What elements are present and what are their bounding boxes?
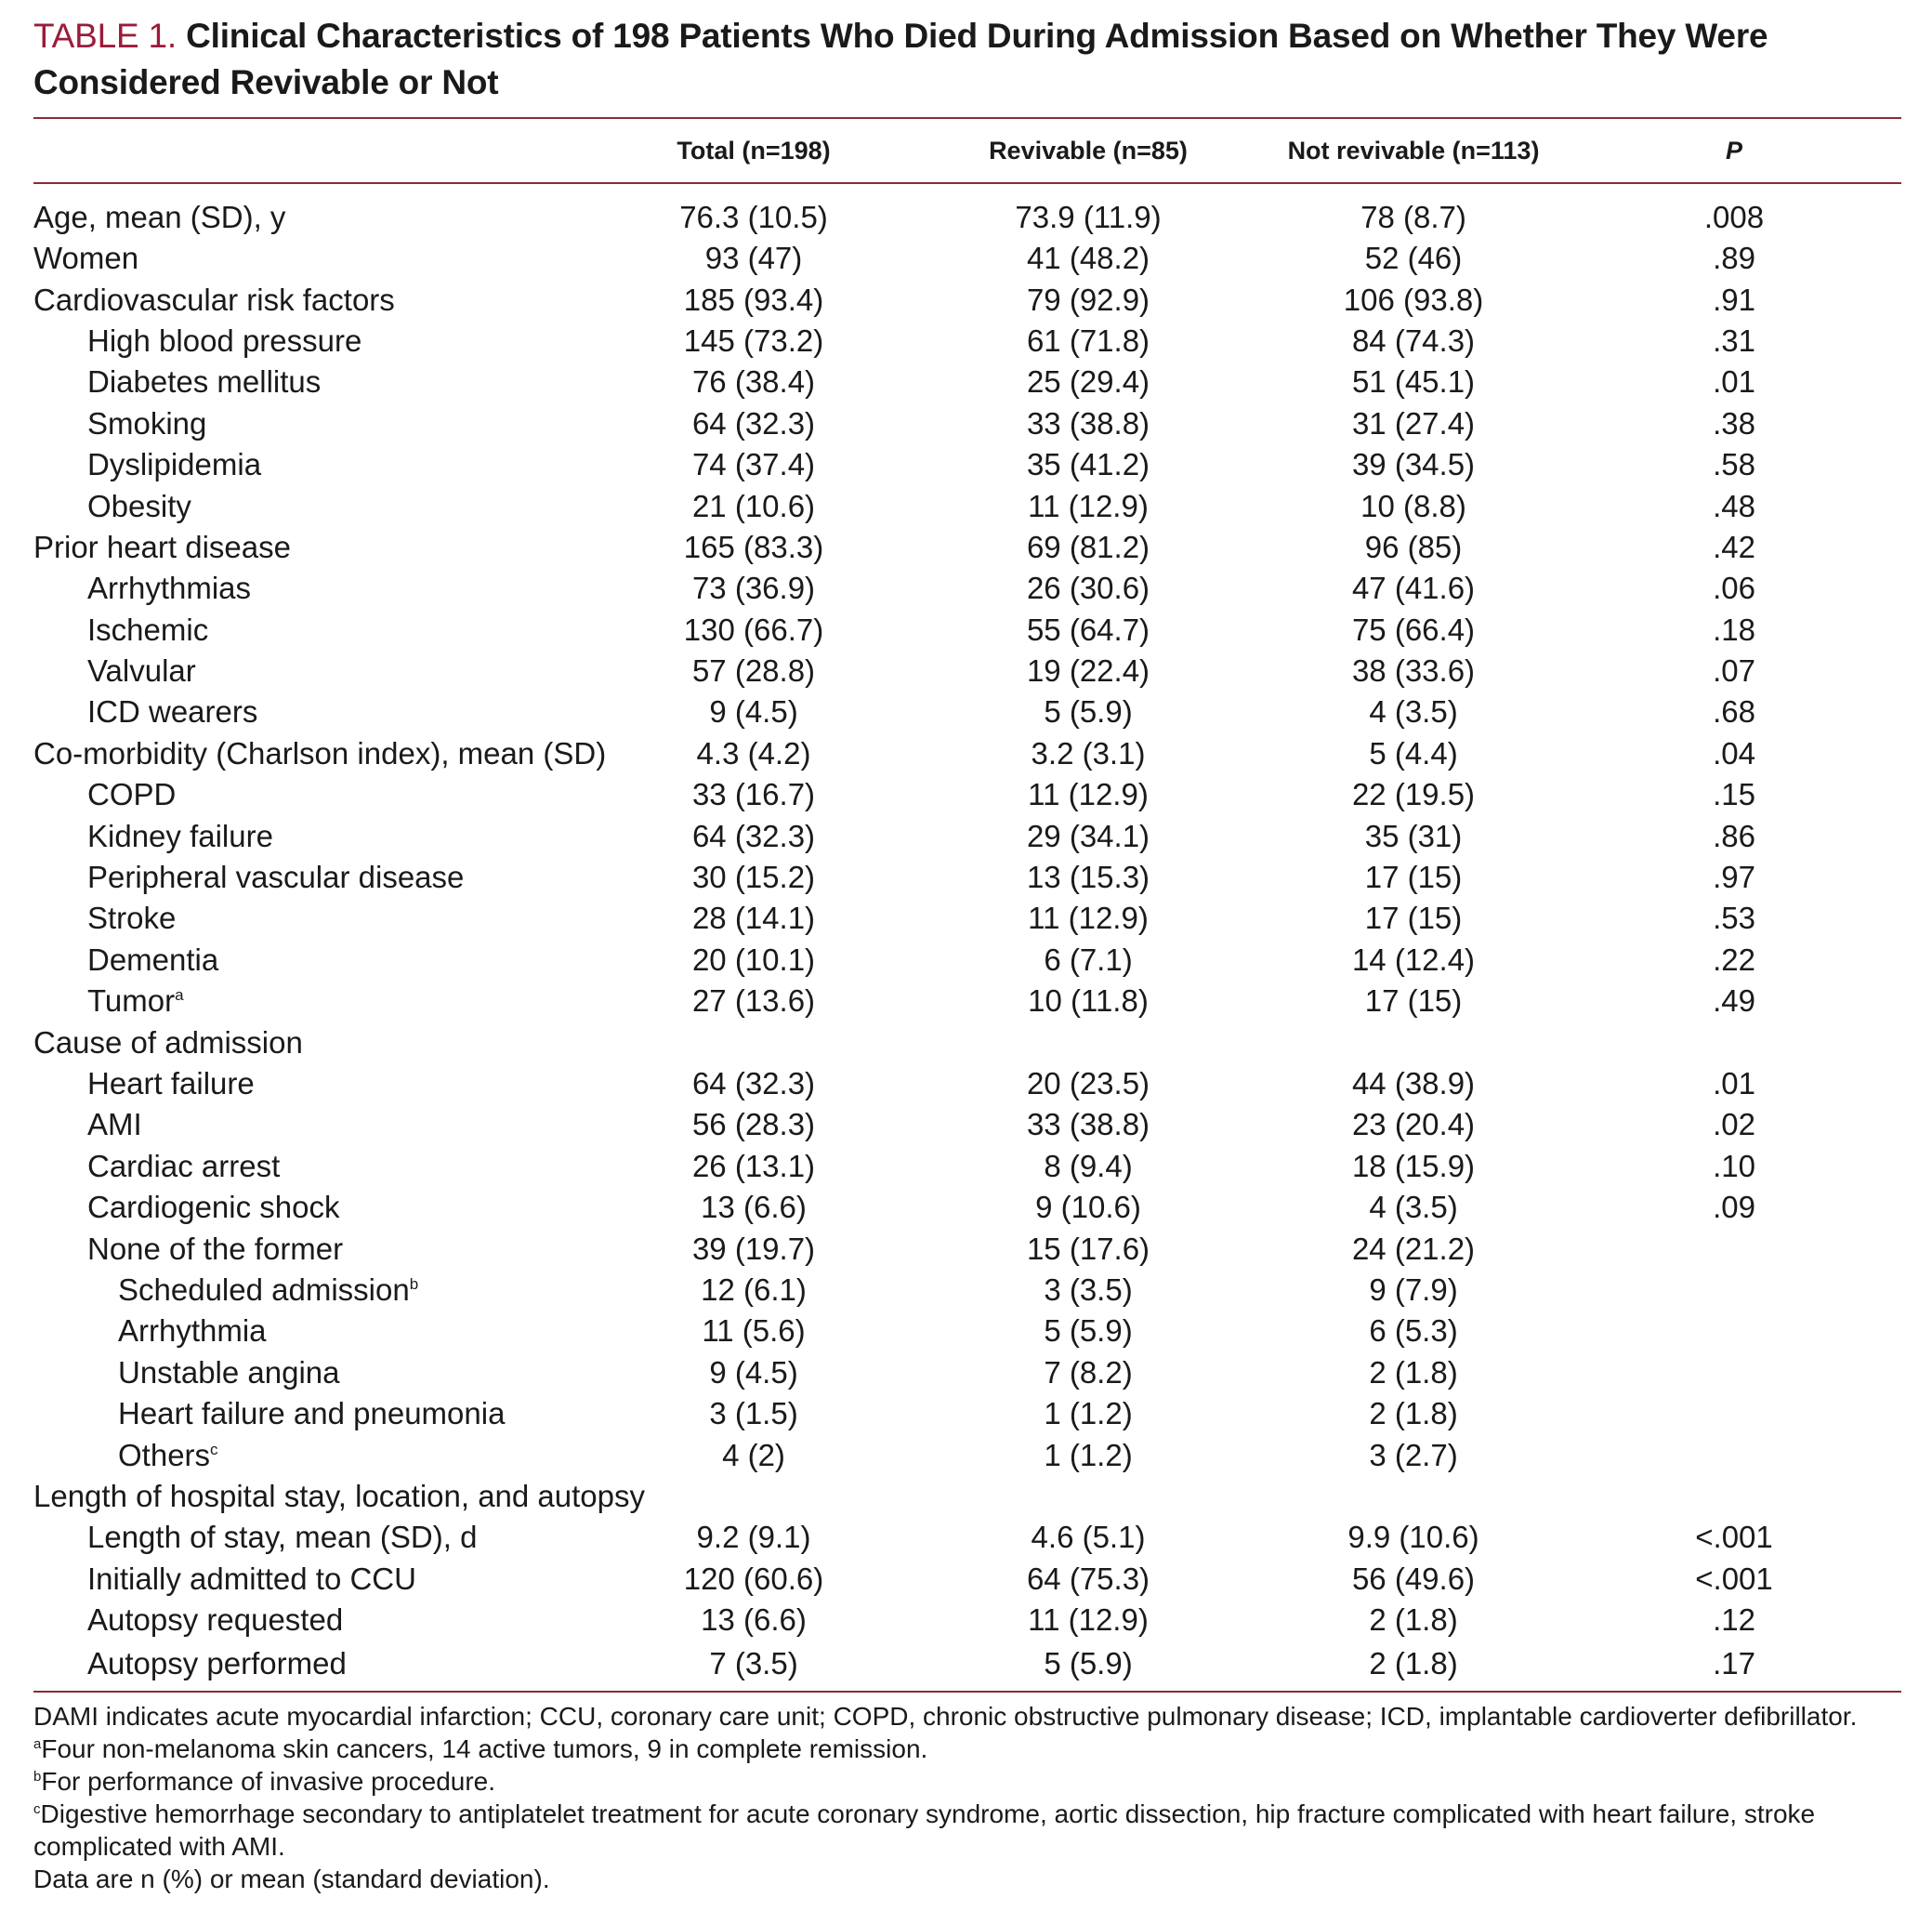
cell-revivable: 13 (15.3) <box>1026 860 1150 895</box>
cell-p-value: .008 <box>1703 200 1765 234</box>
footnote <box>33 1863 1901 1895</box>
cell-revivable: 11 (12.9) <box>1028 488 1149 523</box>
cell-not-revivable: 52 (46) <box>1364 241 1463 276</box>
document-page <box>33 13 1901 1895</box>
table-row <box>33 1228 1901 1269</box>
footnote <box>33 1700 1901 1733</box>
cell-total: 26 (13.1) <box>691 1148 816 1183</box>
cell-not-revivable: 3 (2.7) <box>1369 1437 1458 1472</box>
cell-total: 13 (6.6) <box>701 1190 807 1225</box>
row-label <box>33 1228 591 1269</box>
cell-p-value: .89 <box>1713 241 1755 276</box>
cell-p-value: <.001 <box>1695 1520 1773 1555</box>
cell-not-revivable <box>1260 1021 1567 1062</box>
cell-total: 30 (15.2) <box>691 860 816 895</box>
cell-total: 7 (3.5) <box>709 1646 798 1681</box>
cell-not-revivable: 47 (41.6) <box>1351 571 1476 606</box>
cell-total: 39 (19.7) <box>691 1231 816 1266</box>
table-row <box>33 651 1901 692</box>
cell-revivable: 19 (22.4) <box>1026 653 1150 689</box>
cell-revivable: 33 (38.8) <box>1026 1107 1150 1142</box>
row-label <box>33 774 591 815</box>
cell-revivable: 33 (38.8) <box>1026 405 1150 441</box>
row-label <box>33 183 591 238</box>
cell-total: 130 (66.7) <box>683 612 824 647</box>
cell-revivable <box>916 1476 1260 1517</box>
cell-total: 4 (2) <box>722 1437 785 1472</box>
cell-p-value: .97 <box>1713 860 1755 895</box>
cell-revivable: 69 (81.2) <box>1026 529 1150 564</box>
cell-p-value: .68 <box>1713 694 1755 730</box>
footnote <box>33 1798 1901 1863</box>
table-row <box>33 898 1901 939</box>
table-row <box>33 183 1901 238</box>
cell-p-value: .91 <box>1713 282 1755 317</box>
row-label <box>33 485 591 526</box>
cell-not-revivable: 51 (45.1) <box>1351 364 1476 400</box>
row-label-text: Peripheral vascular disease <box>87 860 465 895</box>
footnote-text: Four non-melanoma skin cancers, 14 active tumors, 9 in complete remission. <box>41 1734 928 1764</box>
row-label <box>33 733 607 774</box>
cell-total: 56 (28.3) <box>691 1107 816 1142</box>
row-label-text: Ischemic <box>87 612 209 647</box>
cell-p-value <box>1567 1021 1901 1062</box>
cell-not-revivable: 9 (7.9) <box>1369 1272 1458 1307</box>
cell-p-value: .49 <box>1713 983 1755 1019</box>
footnote-text: For performance of invasive procedure. <box>41 1767 496 1797</box>
cell-revivable: 61 (71.8) <box>1026 323 1150 358</box>
footnote-text: Digestive hemorrhage secondary to antiplatelet treatment for acute coronary syndrome, aortic dissection, hip fracture complicated with heart failure, stroke complicated with AMI. <box>33 1799 1816 1862</box>
table-row <box>33 1600 1901 1641</box>
table-row <box>33 1311 1901 1351</box>
cell-revivable: 1 (1.2) <box>1044 1437 1133 1472</box>
row-label-text: Diabetes mellitus <box>87 364 322 400</box>
cell-total <box>591 1021 916 1062</box>
row-label-text: Dyslipidemia <box>87 447 262 482</box>
row-label <box>33 1187 591 1228</box>
row-label <box>33 1063 591 1104</box>
row-label-text: Others <box>118 1437 211 1472</box>
cell-total: 57 (28.8) <box>691 653 816 689</box>
cell-total: 145 (73.2) <box>683 323 824 358</box>
table-row <box>33 1104 1901 1145</box>
table-row <box>33 362 1901 402</box>
cell-not-revivable: 4 (3.5) <box>1369 1190 1458 1225</box>
cell-not-revivable: 9.9 (10.6) <box>1347 1520 1479 1555</box>
row-label-text: Initially admitted to CCU <box>87 1561 416 1596</box>
row-label-text: AMI <box>87 1107 142 1142</box>
cell-p-value: .42 <box>1713 529 1755 564</box>
cell-p-value: .04 <box>1713 735 1755 771</box>
footnote-text: Data are n (%) or mean (standard deviation). <box>33 1865 550 1894</box>
table-row <box>33 279 1901 320</box>
cell-revivable: 15 (17.6) <box>1026 1231 1150 1266</box>
cell-total: 73 (36.9) <box>691 571 816 606</box>
cell-revivable: 6 (7.1) <box>1044 942 1133 977</box>
cell-total: 3 (1.5) <box>709 1396 798 1431</box>
footnote-marker: c <box>210 1440 218 1458</box>
table-label: TABLE 1. <box>33 17 177 55</box>
cell-total: 120 (60.6) <box>683 1561 824 1596</box>
table-row <box>33 1187 1901 1228</box>
cell-revivable: 55 (64.7) <box>1026 612 1150 647</box>
cell-not-revivable: 78 (8.7) <box>1360 200 1466 234</box>
cell-p-value: .01 <box>1713 1066 1755 1100</box>
cell-not-revivable: 4 (3.5) <box>1369 694 1458 730</box>
cell-not-revivable: 106 (93.8) <box>1343 282 1484 317</box>
table-row <box>33 444 1901 485</box>
cell-total: 185 (93.4) <box>683 282 824 317</box>
cell-not-revivable: 17 (15) <box>1364 901 1463 936</box>
row-label <box>33 321 591 362</box>
cell-not-revivable: 22 (19.5) <box>1351 777 1476 812</box>
bottom-rule <box>33 1691 1901 1693</box>
footnote <box>33 1733 1901 1765</box>
row-label <box>33 403 591 444</box>
row-label <box>33 362 591 402</box>
cell-revivable: 5 (5.9) <box>1044 1646 1133 1681</box>
row-label-text: Autopsy performed <box>87 1646 347 1681</box>
table-row <box>33 1641 1901 1687</box>
cell-not-revivable: 35 (31) <box>1364 818 1463 853</box>
table-title <box>33 13 1901 106</box>
table-row <box>33 1434 1901 1475</box>
cell-revivable: 9 (10.6) <box>1035 1190 1141 1225</box>
cell-revivable: 11 (12.9) <box>1028 901 1149 936</box>
row-label-text: Heart failure <box>87 1066 255 1100</box>
table-row <box>33 940 1901 981</box>
row-label <box>33 1559 591 1600</box>
table-row <box>33 1063 1901 1104</box>
cell-total: 12 (6.1) <box>701 1272 807 1307</box>
footnote-marker: b <box>409 1274 419 1293</box>
cell-total: 4.3 (4.2) <box>696 735 811 771</box>
table-row <box>33 1270 1901 1311</box>
row-label <box>33 940 591 981</box>
cell-revivable: 79 (92.9) <box>1026 282 1150 317</box>
cell-not-revivable: 38 (33.6) <box>1351 653 1476 689</box>
row-label-text: Autopsy requested <box>87 1602 344 1638</box>
row-label-text: Arrhythmia <box>118 1313 267 1349</box>
row-label-text: Valvular <box>87 653 196 689</box>
cell-p-value <box>1567 1393 1901 1434</box>
row-label-text: Tumor <box>87 983 176 1019</box>
row-label <box>33 610 591 651</box>
cell-p-value: .18 <box>1713 612 1755 647</box>
row-label <box>33 1434 591 1475</box>
row-label <box>33 857 591 898</box>
row-label <box>33 1146 591 1187</box>
footnote-marker: b <box>33 1769 42 1786</box>
cell-p-value <box>1567 1228 1901 1269</box>
cell-total: 93 (47) <box>704 241 803 276</box>
cell-total: 165 (83.3) <box>683 529 824 564</box>
cell-revivable: 10 (11.8) <box>1028 983 1149 1019</box>
cell-p-value: .12 <box>1713 1602 1755 1638</box>
row-label-text: Unstable angina <box>118 1354 340 1390</box>
cell-total: 9.2 (9.1) <box>696 1520 811 1555</box>
row-label-text: Co-morbidity (Charlson index), mean (SD) <box>33 735 607 771</box>
row-label-text: Arrhythmias <box>87 571 252 606</box>
row-label-text: Heart failure and pneumonia <box>118 1396 506 1431</box>
cell-not-revivable: 44 (38.9) <box>1351 1066 1476 1100</box>
table-row <box>33 774 1901 815</box>
row-label <box>33 1104 591 1145</box>
row-label <box>33 1021 591 1062</box>
row-label-text: Smoking <box>87 405 207 441</box>
cell-not-revivable: 14 (12.4) <box>1351 942 1476 977</box>
row-label <box>33 279 591 320</box>
row-label <box>33 1641 591 1687</box>
cell-revivable: 3.2 (3.1) <box>1031 735 1146 771</box>
cell-not-revivable: 2 (1.8) <box>1369 1602 1458 1638</box>
row-label-text: Women <box>33 241 139 276</box>
cell-not-revivable: 2 (1.8) <box>1369 1354 1458 1390</box>
cell-p-value <box>1567 1352 1901 1393</box>
cell-total: 76.3 (10.5) <box>679 200 828 234</box>
header-p-value: P <box>1567 119 1901 183</box>
cell-p-value: .58 <box>1713 447 1755 482</box>
cell-not-revivable: 75 (66.4) <box>1351 612 1476 647</box>
cell-p-value: .15 <box>1713 777 1755 812</box>
cell-not-revivable: 31 (27.4) <box>1351 405 1476 441</box>
cell-revivable: 29 (34.1) <box>1026 818 1150 853</box>
cell-revivable: 73.9 (11.9) <box>1015 200 1162 234</box>
table-row <box>33 1352 1901 1393</box>
table-row <box>33 857 1901 898</box>
cell-revivable: 7 (8.2) <box>1044 1354 1133 1390</box>
footnotes <box>33 1700 1901 1895</box>
table-row <box>33 610 1901 651</box>
cell-revivable: 5 (5.9) <box>1044 694 1133 730</box>
row-label <box>33 981 591 1021</box>
row-label-text: COPD <box>87 777 177 812</box>
cell-total: 21 (10.6) <box>691 488 816 523</box>
cell-not-revivable <box>1260 1476 1567 1517</box>
cell-not-revivable: 2 (1.8) <box>1369 1396 1458 1431</box>
header-total: Total (n=198) <box>591 119 916 183</box>
header-revivable: Revivable (n=85) <box>916 119 1260 183</box>
cell-revivable: 1 (1.2) <box>1044 1396 1133 1431</box>
row-label-text: Length of hospital stay, location, and autopsy <box>33 1478 646 1513</box>
table-body <box>33 183 1901 1687</box>
cell-p-value <box>1567 1476 1901 1517</box>
row-label <box>33 898 591 939</box>
table-row <box>33 733 1901 774</box>
table-row <box>33 1021 1901 1062</box>
row-label-text: Obesity <box>87 488 191 523</box>
row-label-text: Length of stay, mean (SD), d <box>87 1520 478 1555</box>
row-label <box>33 1311 591 1351</box>
row-label <box>33 1517 591 1558</box>
table-row <box>33 1517 1901 1558</box>
cell-p-value <box>1567 1311 1901 1351</box>
row-label-text: Kidney failure <box>87 818 273 853</box>
row-label-text: None of the former <box>87 1231 344 1266</box>
cell-total: 28 (14.1) <box>691 901 816 936</box>
cell-revivable: 25 (29.4) <box>1026 364 1150 400</box>
cell-p-value: .10 <box>1713 1148 1755 1183</box>
header-row <box>33 119 1901 183</box>
cell-total: 11 (5.6) <box>702 1313 806 1349</box>
footnote <box>33 1765 1901 1798</box>
cell-total: 9 (4.5) <box>709 694 798 730</box>
table-row <box>33 1146 1901 1187</box>
cell-total: 27 (13.6) <box>691 983 816 1019</box>
table-row <box>33 815 1901 856</box>
cell-p-value: .17 <box>1713 1646 1755 1681</box>
cell-p-value: .06 <box>1713 571 1755 606</box>
table-row <box>33 321 1901 362</box>
table-row <box>33 1476 1901 1517</box>
cell-not-revivable: 6 (5.3) <box>1369 1313 1458 1349</box>
cell-revivable: 11 (12.9) <box>1028 1602 1149 1638</box>
table-row <box>33 568 1901 609</box>
cell-p-value <box>1567 1434 1901 1475</box>
cell-not-revivable: 17 (15) <box>1364 860 1463 895</box>
footnote-marker: c <box>33 1801 41 1818</box>
cell-p-value: .86 <box>1713 818 1755 853</box>
cell-p-value <box>1567 1270 1901 1311</box>
row-label <box>33 1476 646 1517</box>
cell-not-revivable: 17 (15) <box>1364 983 1463 1019</box>
row-label <box>33 527 591 568</box>
table-row <box>33 403 1901 444</box>
cell-p-value: .09 <box>1713 1190 1755 1225</box>
cell-revivable: 8 (9.4) <box>1044 1148 1133 1183</box>
row-label-text: Cardiogenic shock <box>87 1190 340 1225</box>
table-row <box>33 527 1901 568</box>
cell-p-value: .07 <box>1713 653 1755 689</box>
row-label-text: Prior heart disease <box>33 529 291 564</box>
cell-total: 20 (10.1) <box>691 942 816 977</box>
table-row <box>33 692 1901 732</box>
cell-revivable: 35 (41.2) <box>1026 447 1150 482</box>
row-label-text: Scheduled admission <box>118 1272 410 1307</box>
cell-total: 13 (6.6) <box>701 1602 807 1638</box>
cell-not-revivable: 96 (85) <box>1364 529 1463 564</box>
cell-revivable: 20 (23.5) <box>1026 1066 1150 1100</box>
row-label <box>33 238 591 279</box>
cell-revivable: 4.6 (5.1) <box>1031 1520 1146 1555</box>
cell-p-value: .01 <box>1713 364 1755 400</box>
cell-not-revivable: 10 (8.8) <box>1360 488 1466 523</box>
cell-revivable: 11 (12.9) <box>1028 777 1149 812</box>
row-label-text: Age, mean (SD), y <box>33 200 286 234</box>
cell-total: 33 (16.7) <box>691 777 816 812</box>
cell-p-value: .02 <box>1713 1107 1755 1142</box>
row-label-text: Cardiac arrest <box>87 1148 281 1183</box>
cell-revivable <box>916 1021 1260 1062</box>
cell-not-revivable: 18 (15.9) <box>1351 1148 1476 1183</box>
table-row <box>33 485 1901 526</box>
row-label-text: Dementia <box>87 942 219 977</box>
header-characteristic <box>33 119 591 183</box>
footnote-text: DAMI indicates acute myocardial infarction; CCU, coronary care unit; COPD, chronic obstructive pulmonary disease; ICD, implantable cardioverter defibrillator. <box>33 1702 1858 1732</box>
cell-not-revivable: 84 (74.3) <box>1351 323 1476 358</box>
cell-p-value: .48 <box>1713 488 1755 523</box>
cell-not-revivable: 56 (49.6) <box>1351 1561 1476 1596</box>
row-label <box>33 692 591 732</box>
cell-revivable: 5 (5.9) <box>1044 1313 1133 1349</box>
row-label <box>33 1270 591 1311</box>
cell-revivable: 3 (3.5) <box>1044 1272 1133 1307</box>
cell-p-value: <.001 <box>1695 1561 1773 1596</box>
row-label-text: High blood pressure <box>87 323 362 358</box>
table-row <box>33 1393 1901 1434</box>
table-row <box>33 238 1901 279</box>
row-label <box>33 444 591 485</box>
cell-total: 64 (32.3) <box>691 818 816 853</box>
table-title-text: Clinical Characteristics of 198 Patients Who Died During Admission Based on Whether They Were Considered Revivable or Not <box>33 17 1768 101</box>
row-label-text: Stroke <box>87 901 177 936</box>
row-label <box>33 1393 591 1434</box>
row-label <box>33 651 591 692</box>
row-label-text: Cardiovascular risk factors <box>33 282 395 317</box>
cell-p-value: .22 <box>1713 942 1755 977</box>
cell-p-value: .53 <box>1713 901 1755 936</box>
cell-total: 64 (32.3) <box>691 405 816 441</box>
cell-revivable: 41 (48.2) <box>1026 241 1150 276</box>
cell-not-revivable: 23 (20.4) <box>1351 1107 1476 1142</box>
cell-total: 76 (38.4) <box>691 364 816 400</box>
cell-not-revivable: 5 (4.4) <box>1369 735 1458 771</box>
row-label-text: ICD wearers <box>87 694 258 730</box>
cell-total: 74 (37.4) <box>691 447 816 482</box>
cell-total: 9 (4.5) <box>709 1354 798 1390</box>
cell-p-value: .31 <box>1713 323 1755 358</box>
cell-not-revivable: 39 (34.5) <box>1351 447 1476 482</box>
header-not-revivable: Not revivable (n=113) <box>1260 119 1567 183</box>
footnote-marker: a <box>33 1736 42 1753</box>
row-label <box>33 568 591 609</box>
cell-revivable: 64 (75.3) <box>1026 1561 1150 1596</box>
row-label <box>33 815 591 856</box>
cell-p-value: .38 <box>1713 405 1755 441</box>
row-label-text: Cause of admission <box>33 1024 303 1060</box>
cell-not-revivable: 24 (21.2) <box>1351 1231 1476 1266</box>
cell-total: 64 (32.3) <box>691 1066 816 1100</box>
row-label <box>33 1352 591 1393</box>
footnote-marker: a <box>175 986 184 1005</box>
table-row <box>33 1559 1901 1600</box>
table-row <box>33 981 1901 1021</box>
cell-not-revivable: 2 (1.8) <box>1369 1646 1458 1681</box>
cell-revivable: 26 (30.6) <box>1026 571 1150 606</box>
clinical-characteristics-table <box>33 119 1901 1687</box>
row-label <box>33 1600 591 1641</box>
